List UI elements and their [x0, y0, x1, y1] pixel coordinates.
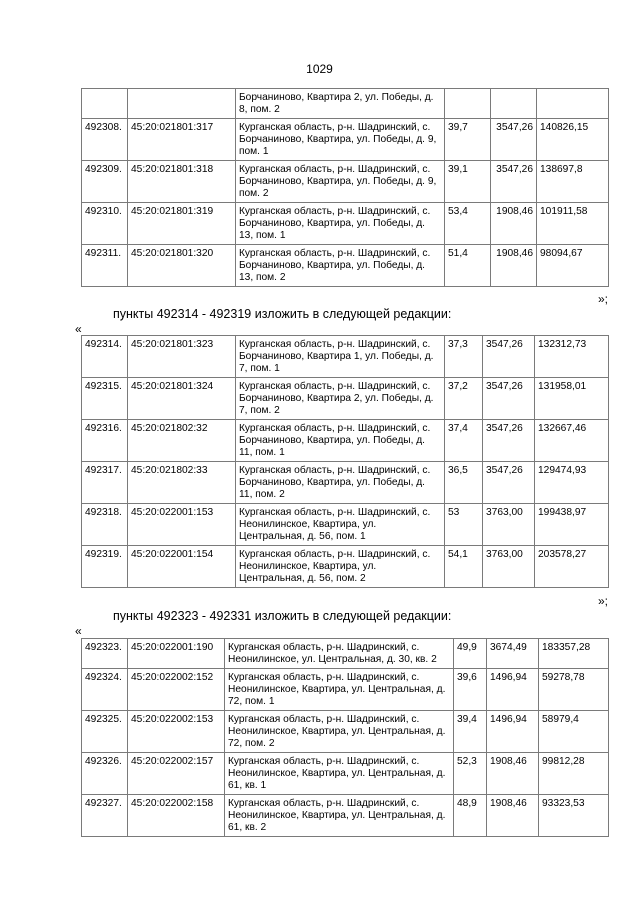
total-value-cell: 199438,97 — [535, 504, 609, 546]
cadastral-number-cell: 45:20:021801:319 — [128, 203, 236, 245]
closing-quote-mark: »; — [597, 292, 608, 306]
price-per-unit-cell: 3674,49 — [487, 639, 539, 669]
table-row — [82, 546, 609, 588]
table-row — [82, 669, 609, 711]
total-value-cell: 140826,15 — [537, 119, 609, 161]
table-row — [82, 504, 609, 546]
cadastral-number-cell: 45:20:021801:318 — [128, 161, 236, 203]
cadastral-number-cell: 45:20:022002:157 — [128, 753, 225, 795]
total-value-cell: 183357,28 — [539, 639, 609, 669]
address-cell: Курганская область, р-н. Шадринский, с. Борчаниново, Квартира 2, ул. Победы, д. 7, пом. 2 — [236, 378, 445, 420]
price-per-unit-cell: 1908,46 — [487, 753, 539, 795]
property-table-3-body — [82, 639, 609, 837]
address-cell: Борчаниново, Квартира 2, ул. Победы, д. 8, пом. 2 — [236, 89, 445, 119]
table-row — [82, 711, 609, 753]
opening-quote-mark: « — [75, 624, 82, 638]
property-table-1-body — [82, 89, 609, 287]
row-number-cell: 492318. — [82, 504, 128, 546]
property-table-3 — [81, 638, 609, 837]
row-number-cell: 492323. — [82, 639, 128, 669]
property-table-2-body — [82, 336, 609, 588]
table-row — [82, 378, 609, 420]
cadastral-number-cell: 45:20:021801:324 — [128, 378, 236, 420]
closing-quote-mark: »; — [597, 594, 608, 608]
area-cell: 48,9 — [454, 795, 487, 837]
amendment-paragraph: пункты 492314 - 492319 изложить в следующей редакции: — [113, 307, 452, 321]
price-per-unit-cell: 1496,94 — [487, 669, 539, 711]
row-number-cell: 492319. — [82, 546, 128, 588]
area-cell: 52,3 — [454, 753, 487, 795]
page-number: 1029 — [306, 62, 333, 76]
area-cell: 39,6 — [454, 669, 487, 711]
total-value-cell: 58979,4 — [539, 711, 609, 753]
address-cell: Курганская область, р-н. Шадринский, с. Борчаниново, Квартира 1, ул. Победы, д. 7, пом. 1 — [236, 336, 445, 378]
row-number-cell: 492327. — [82, 795, 128, 837]
area-cell — [445, 89, 491, 119]
price-per-unit-cell: 3547,26 — [483, 336, 535, 378]
cadastral-number-cell: 45:20:022002:158 — [128, 795, 225, 837]
area-cell: 39,1 — [445, 161, 491, 203]
address-cell: Курганская область, р-н. Шадринский, с. Неонилинское, Квартира, ул. Центральная, д. 72, пом. 1 — [225, 669, 454, 711]
table-row — [82, 420, 609, 462]
address-cell: Курганская область, р-н. Шадринский, с. Борчаниново, Квартира, ул. Победы, д. 11, пом. 2 — [236, 462, 445, 504]
area-cell: 37,3 — [445, 336, 483, 378]
price-per-unit-cell: 1908,46 — [487, 795, 539, 837]
price-per-unit-cell: 3763,00 — [483, 504, 535, 546]
address-cell: Курганская область, р-н. Шадринский, с. Неонилинское, Квартира, ул. Центральная, д. 72, пом. 2 — [225, 711, 454, 753]
price-per-unit-cell: 1908,46 — [491, 245, 537, 287]
price-per-unit-cell: 3547,26 — [483, 378, 535, 420]
address-cell: Курганская область, р-н. Шадринский, с. Неонилинское, Квартира, ул. Центральная, д. 56, пом. 1 — [236, 504, 445, 546]
address-cell: Курганская область, р-н. Шадринский, с. Борчаниново, Квартира, ул. Победы, д. 9, пом. 1 — [236, 119, 445, 161]
total-value-cell: 101911,58 — [537, 203, 609, 245]
price-per-unit-cell: 3547,26 — [491, 161, 537, 203]
total-value-cell: 132312,73 — [535, 336, 609, 378]
row-number-cell: 492325. — [82, 711, 128, 753]
table-row — [82, 119, 609, 161]
cadastral-number-cell: 45:20:022002:152 — [128, 669, 225, 711]
address-cell: Курганская область, р-н. Шадринский, с. Неонилинское, Квартира, ул. Центральная, д. 56, пом. 2 — [236, 546, 445, 588]
row-number-cell: 492314. — [82, 336, 128, 378]
table-row — [82, 462, 609, 504]
row-number-cell: 492326. — [82, 753, 128, 795]
area-cell: 49,9 — [454, 639, 487, 669]
area-cell: 54,1 — [445, 546, 483, 588]
price-per-unit-cell: 3547,26 — [483, 420, 535, 462]
cadastral-number-cell: 45:20:022002:153 — [128, 711, 225, 753]
address-cell: Курганская область, р-н. Шадринский, с. Неонилинское, ул. Центральная, д. 30, кв. 2 — [225, 639, 454, 669]
price-per-unit-cell: 3763,00 — [483, 546, 535, 588]
address-cell: Курганская область, р-н. Шадринский, с. Неонилинское, Квартира, ул. Центральная, д. 61, кв. 1 — [225, 753, 454, 795]
opening-quote-mark: « — [75, 322, 82, 336]
row-number-cell: 492317. — [82, 462, 128, 504]
address-cell: Курганская область, р-н. Шадринский, с. Борчаниново, Квартира, ул. Победы, д. 13, пом. 2 — [236, 245, 445, 287]
cadastral-number-cell: 45:20:022001:153 — [128, 504, 236, 546]
address-cell: Курганская область, р-н. Шадринский, с. Неонилинское, Квартира, ул. Центральная, д. 61, кв. 2 — [225, 795, 454, 837]
price-per-unit-cell: 1496,94 — [487, 711, 539, 753]
cadastral-number-cell: 45:20:021802:32 — [128, 420, 236, 462]
row-number-cell: 492324. — [82, 669, 128, 711]
table-row — [82, 336, 609, 378]
address-cell: Курганская область, р-н. Шадринский, с. Борчаниново, Квартира, ул. Победы, д. 9, пом. 2 — [236, 161, 445, 203]
table-row — [82, 245, 609, 287]
row-number-cell: 492308. — [82, 119, 128, 161]
total-value-cell: 132667,46 — [535, 420, 609, 462]
table-row — [82, 89, 609, 119]
address-cell: Курганская область, р-н. Шадринский, с. Борчаниново, Квартира, ул. Победы, д. 11, пом. 1 — [236, 420, 445, 462]
area-cell: 36,5 — [445, 462, 483, 504]
table-row — [82, 203, 609, 245]
cadastral-number-cell: 45:20:021802:33 — [128, 462, 236, 504]
table-row — [82, 161, 609, 203]
price-per-unit-cell: 3547,26 — [483, 462, 535, 504]
row-number-cell: 492316. — [82, 420, 128, 462]
price-per-unit-cell: 1908,46 — [491, 203, 537, 245]
cadastral-number-cell: 45:20:021801:320 — [128, 245, 236, 287]
total-value-cell: 131958,01 — [535, 378, 609, 420]
total-value-cell: 129474,93 — [535, 462, 609, 504]
table-row — [82, 753, 609, 795]
price-per-unit-cell: 3547,26 — [491, 119, 537, 161]
area-cell: 53,4 — [445, 203, 491, 245]
total-value-cell: 98094,67 — [537, 245, 609, 287]
property-table-2 — [81, 335, 609, 588]
area-cell: 51,4 — [445, 245, 491, 287]
area-cell: 53 — [445, 504, 483, 546]
cadastral-number-cell: 45:20:021801:317 — [128, 119, 236, 161]
total-value-cell: 93323,53 — [539, 795, 609, 837]
total-value-cell: 99812,28 — [539, 753, 609, 795]
price-per-unit-cell — [491, 89, 537, 119]
area-cell: 39,7 — [445, 119, 491, 161]
total-value-cell: 138697,8 — [537, 161, 609, 203]
area-cell: 39,4 — [454, 711, 487, 753]
total-value-cell: 59278,78 — [539, 669, 609, 711]
row-number-cell: 492310. — [82, 203, 128, 245]
table-row — [82, 795, 609, 837]
total-value-cell — [537, 89, 609, 119]
area-cell: 37,2 — [445, 378, 483, 420]
cadastral-number-cell: 45:20:021801:323 — [128, 336, 236, 378]
table-row — [82, 639, 609, 669]
amendment-paragraph: пункты 492323 - 492331 изложить в следующей редакции: — [113, 609, 452, 623]
property-table-1 — [81, 88, 609, 287]
area-cell: 37,4 — [445, 420, 483, 462]
address-cell: Курганская область, р-н. Шадринский, с. Борчаниново, Квартира, ул. Победы, д. 13, пом. 1 — [236, 203, 445, 245]
row-number-cell — [82, 89, 128, 119]
cadastral-number-cell — [128, 89, 236, 119]
row-number-cell: 492309. — [82, 161, 128, 203]
total-value-cell: 203578,27 — [535, 546, 609, 588]
row-number-cell: 492311. — [82, 245, 128, 287]
cadastral-number-cell: 45:20:022001:190 — [128, 639, 225, 669]
row-number-cell: 492315. — [82, 378, 128, 420]
cadastral-number-cell: 45:20:022001:154 — [128, 546, 236, 588]
